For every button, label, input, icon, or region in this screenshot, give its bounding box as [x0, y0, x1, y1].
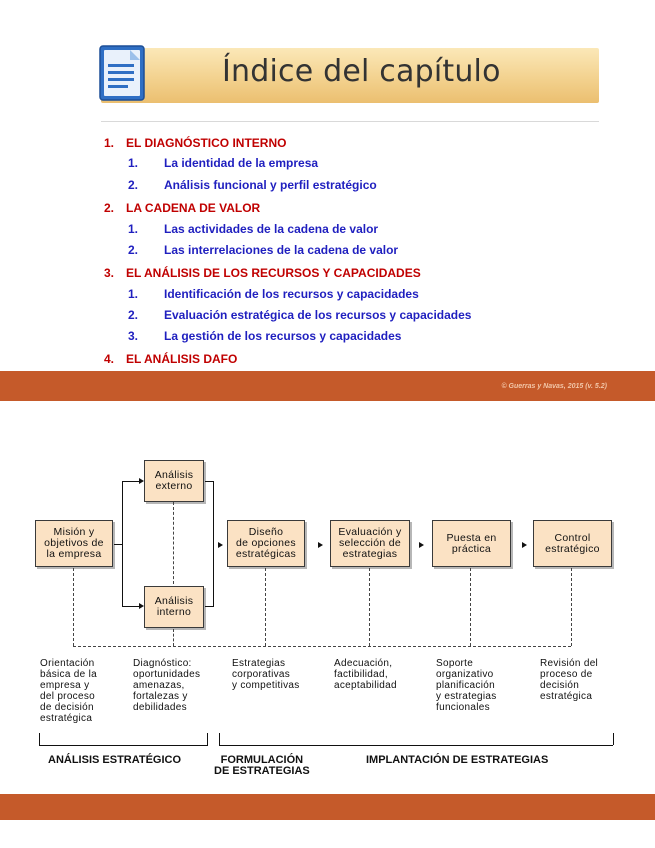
connector-line	[122, 481, 139, 482]
dotted-link	[173, 629, 174, 646]
box-analisis-externo: Análisis externo	[144, 460, 204, 502]
toc-label: Evaluación estratégica de los recursos y capacidades	[164, 308, 472, 322]
toc-number: 2.	[104, 201, 115, 215]
toc-label: Las interrelaciones de la cadena de valor	[164, 243, 399, 257]
connector-line	[122, 481, 123, 606]
title-divider	[101, 121, 599, 122]
toc-number: 3.	[104, 266, 115, 280]
dotted-link	[173, 502, 174, 584]
phase-formulacion: FORMULACIÓN DE ESTRATEGIAS	[214, 754, 310, 777]
connector-line	[114, 544, 122, 545]
dotted-link	[265, 568, 266, 646]
toc-label: EL ANÁLISIS DE LOS RECURSOS Y CAPACIDADES	[126, 266, 421, 280]
connector-line	[213, 481, 214, 607]
copyright-credit: © Guerras y Navas, 2015 (v. 5.2)	[501, 383, 607, 390]
phase-bracket	[321, 745, 613, 746]
box-diseno: Diseño de opciones estratégicas	[227, 520, 305, 567]
toc-label: Identificación de los recursos y capacidades	[164, 287, 419, 301]
toc-label: Análisis funcional y perfil estratégico	[164, 178, 377, 192]
arrow-right-icon	[218, 542, 223, 548]
footer-band	[0, 794, 655, 820]
toc-label: Las actividades de la cadena de valor	[164, 222, 379, 236]
dotted-link	[73, 568, 74, 646]
toc-number: 2.	[128, 178, 139, 192]
box-mision: Misión y objetivos de la empresa	[35, 520, 113, 567]
document-icon	[96, 42, 154, 104]
phase-bracket	[39, 733, 40, 745]
phase-implantacion: IMPLANTACIÓN DE ESTRATEGIAS	[366, 754, 549, 766]
connector-line	[205, 481, 213, 482]
toc-number: 1.	[128, 287, 139, 301]
phase-bracket	[613, 733, 614, 745]
description-control: Revisión del proceso de decisión estratégica	[540, 658, 599, 702]
toc-number: 1.	[128, 156, 139, 170]
arrow-right-icon	[318, 542, 323, 548]
toc-number: 2.	[128, 243, 139, 257]
description-puesta: Soporte organizativo planificación y estrategias funcionales	[436, 658, 497, 713]
description-evaluacion: Adecuación, factibilidad, aceptabilidad	[334, 658, 397, 691]
connector-line	[122, 606, 139, 607]
phase-bracket	[219, 745, 321, 746]
box-evaluacion: Evaluación y selección de estrategias	[330, 520, 410, 567]
box-control: Control estratégico	[533, 520, 612, 567]
dotted-baseline	[73, 646, 571, 647]
dotted-link	[369, 568, 370, 646]
toc-label: LA CADENA DE VALOR	[126, 201, 261, 215]
arrow-right-icon	[139, 603, 144, 609]
toc-label: EL ANÁLISIS DAFO	[126, 352, 238, 366]
toc-number: 1.	[104, 136, 115, 150]
page-title: Índice del capítulo	[222, 54, 501, 89]
phase-analisis: ANÁLISIS ESTRATÉGICO	[48, 754, 182, 766]
phase-bracket	[219, 733, 220, 745]
box-puesta-en-practica: Puesta en práctica	[432, 520, 511, 567]
description-analisis: Diagnóstico: oportunidades amenazas, fortalezas y debilidades	[133, 658, 201, 713]
description-mision: Orientación básica de la empresa y del proceso de decisión estratégica	[40, 658, 97, 724]
arrow-right-icon	[139, 478, 144, 484]
toc-number: 1.	[128, 222, 139, 236]
description-diseno: Estrategias corporativas y competitivas	[232, 658, 300, 691]
dotted-link	[571, 568, 572, 646]
toc-label: La gestión de los recursos y capacidades	[164, 329, 402, 343]
toc-number: 2.	[128, 308, 139, 322]
arrow-right-icon	[522, 542, 527, 548]
dotted-link	[470, 568, 471, 646]
toc-label: La identidad de la empresa	[164, 156, 319, 170]
toc-number: 3.	[128, 329, 139, 343]
toc-label: EL DIAGNÓSTICO INTERNO	[126, 136, 287, 150]
toc-number: 4.	[104, 352, 115, 366]
box-analisis-interno: Análisis interno	[144, 586, 204, 628]
connector-line	[205, 606, 213, 607]
arrow-right-icon	[419, 542, 424, 548]
phase-bracket	[207, 733, 208, 745]
phase-bracket	[39, 745, 208, 746]
